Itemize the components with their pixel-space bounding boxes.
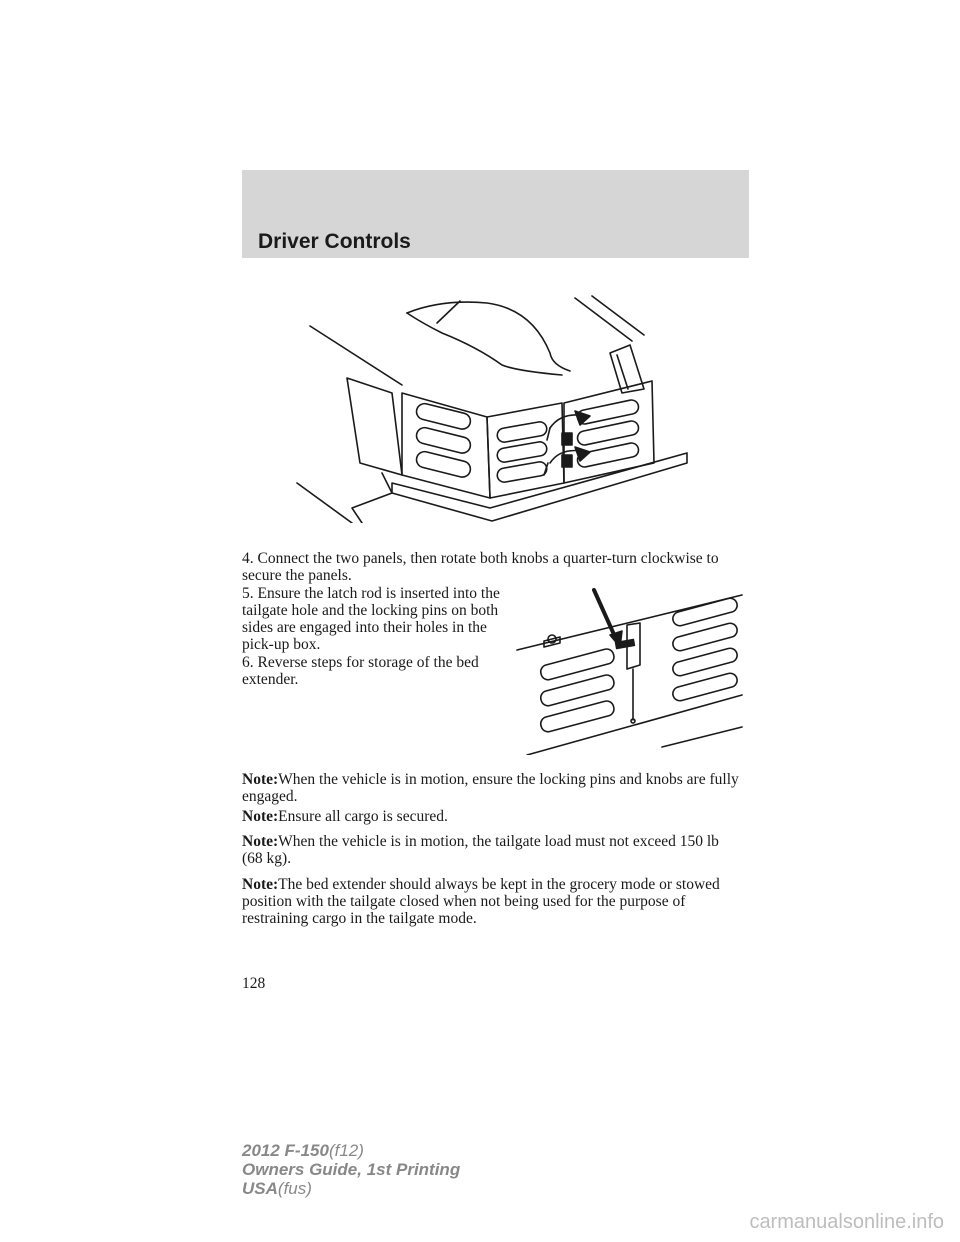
section-title: Driver Controls <box>258 230 411 253</box>
watermark: carmanualsonline.info <box>749 1211 944 1233</box>
note-text: Ensure all cargo is secured. <box>278 808 448 825</box>
step-6: 6. Reverse steps for storage of the bed extender. <box>242 654 479 688</box>
footer-region: USA <box>242 1179 278 1198</box>
footer-model: 2012 F-150 <box>242 1141 329 1160</box>
bed-extender-illustration <box>292 293 692 523</box>
note-label: Note: <box>242 771 279 788</box>
note-label: Note: <box>242 808 279 825</box>
note-1 <box>242 771 742 805</box>
print-footer <box>242 1141 460 1198</box>
step-5: 5. Ensure the latch rod is inserted into the tailgate hole and the locking pins on both sides are engaged into their holes in the pick-up box. <box>242 585 500 653</box>
note-text: When the vehicle is in motion, ensure the locking pins and knobs are fully engaged. <box>242 771 739 805</box>
note-4 <box>242 876 742 927</box>
note-label: Note: <box>242 876 279 893</box>
footer-guide: Owners Guide, 1st Printing <box>242 1160 461 1179</box>
footer-model-code: (f12) <box>328 1141 364 1160</box>
note-2 <box>242 808 742 825</box>
note-text: When the vehicle is in motion, the tailgate load must not exceed 150 lb (68 kg). <box>242 833 719 867</box>
latch-rod-illustration <box>512 585 747 755</box>
note-3 <box>242 833 742 867</box>
section-header <box>242 170 749 258</box>
step-4: 4. Connect the two panels, then rotate both knobs a quarter-turn clockwise to secure the panels. <box>242 550 719 584</box>
note-text: The bed extender should always be kept in the grocery mode or stowed position with the tailgate closed when not being used for the purpose of restraining cargo in the tailgate mode. <box>242 876 720 927</box>
note-label: Note: <box>242 833 279 850</box>
footer-region-code: (fus) <box>277 1179 312 1198</box>
page-number: 128 <box>242 975 266 992</box>
